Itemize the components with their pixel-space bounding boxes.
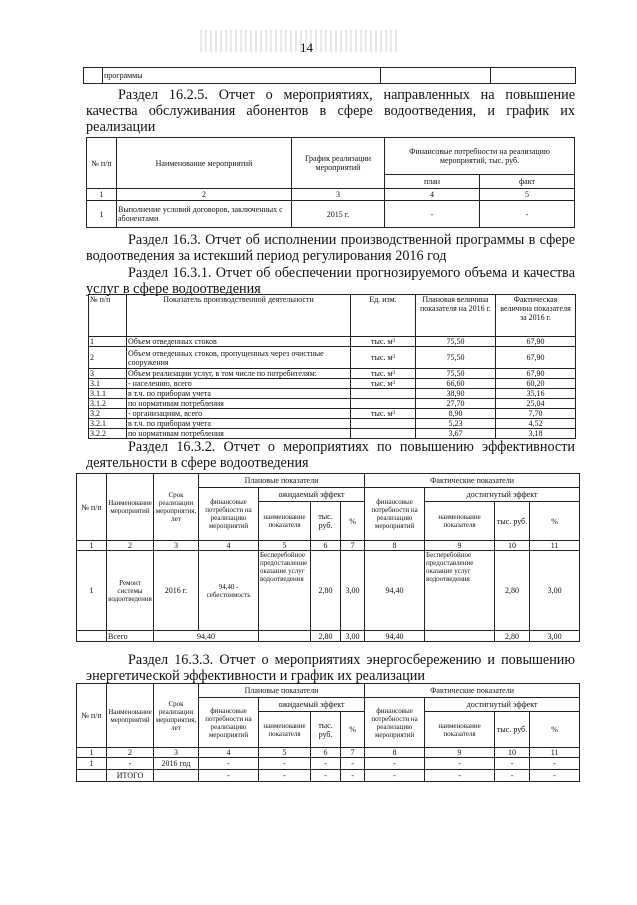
header-plan: план	[385, 175, 480, 189]
cell: 66,60	[416, 379, 496, 389]
header-name: Наименование мероприятий	[117, 138, 292, 189]
col-number: 3	[154, 748, 199, 758]
cell: 3.2	[89, 409, 127, 419]
header-indicator: наименование показателя	[259, 502, 311, 541]
cell: 2016 год	[154, 758, 199, 770]
header-indicator: наименование показателя	[425, 502, 495, 541]
header-fact: Фактические показатели	[365, 474, 580, 488]
cell: 94,40	[365, 631, 425, 642]
section-16-3-1-heading: Раздел 16.3.1. Отчет об обеспечении прогнозируемого объема и качества услуг в сфере водоотведения	[86, 265, 575, 297]
cell	[259, 631, 311, 642]
page-number: 14	[300, 40, 313, 55]
col-number: 8	[365, 748, 425, 758]
col-number: 4	[385, 189, 480, 201]
cell: 2015 г.	[292, 201, 385, 228]
col-number: 3	[154, 541, 199, 551]
table-row	[89, 419, 576, 429]
col-number: 6	[311, 541, 341, 551]
table-row	[77, 551, 580, 631]
col-number: 4	[199, 748, 259, 758]
cell: -	[341, 770, 365, 782]
cell: тыс. м³	[351, 347, 416, 369]
cell: -	[425, 770, 495, 782]
cell: 3.1.1	[89, 389, 127, 399]
cell: 3,00	[530, 551, 580, 631]
cell: 1	[77, 758, 107, 770]
cell: 3.2.1	[89, 419, 127, 429]
col-number: 1	[87, 189, 117, 201]
header-finance: финансовые потребности на реализацию мероприятий	[365, 698, 425, 748]
table-row	[89, 379, 576, 389]
header-no: № п/п	[87, 138, 117, 189]
cell	[491, 68, 576, 84]
cell	[381, 68, 491, 84]
cell: Объем реализации услуг, в том числе по потребителям:	[127, 369, 351, 379]
cell: 60,20	[496, 379, 576, 389]
production-table-16-3-1	[88, 294, 576, 439]
header-rub: тыс. руб.	[495, 712, 530, 748]
cell: в т.ч. по приборам учета	[127, 419, 351, 429]
table-row	[89, 389, 576, 399]
cell: 3,00	[530, 631, 580, 642]
table-row	[89, 409, 576, 419]
header-finance: финансовые потребности на реализацию мероприятий	[199, 698, 259, 748]
header-achieved-effect: достигнутый эффект	[425, 698, 580, 712]
efficiency-table-16-3-2	[76, 473, 580, 642]
cell: 25,04	[496, 399, 576, 409]
cell: программы	[103, 68, 381, 84]
cell: 3,00	[341, 551, 365, 631]
cell: -	[311, 770, 341, 782]
cell: ИТОГО	[107, 770, 154, 782]
continuation-table	[83, 67, 576, 84]
col-number: 2	[117, 189, 292, 201]
cell: -	[495, 770, 530, 782]
cell: 7,70	[496, 409, 576, 419]
cell: 75,50	[416, 347, 496, 369]
header-pct: %	[530, 502, 580, 541]
header-no: № п/п	[77, 684, 107, 748]
cell: 94,40	[154, 631, 259, 642]
cell: 3,18	[496, 429, 576, 439]
cell: 3,67	[416, 429, 496, 439]
header-indicator: Показатель производственной деятельности	[127, 295, 351, 337]
header-plan: Плановые показатели	[199, 684, 365, 698]
cell	[351, 429, 416, 439]
section-16-3-heading: Раздел 16.3. Отчет об исполнении производственной программы в сфере водоотведения за истекший период регулирования 2016 год	[86, 232, 575, 264]
cell: 94,40 - себестоимость	[199, 551, 259, 631]
cell: 2,80	[495, 631, 530, 642]
cell	[351, 399, 416, 409]
cell	[425, 631, 495, 642]
header-name: Наименование мероприятий	[107, 474, 154, 541]
col-number: 9	[425, 748, 495, 758]
table-row	[89, 347, 576, 369]
cell: 2,80	[311, 551, 341, 631]
section-16-3-3-heading: Раздел 16.3.3. Отчет о мероприятиях энергосбережению и повышению энергетической эффективности и график их реализации	[86, 652, 575, 684]
col-number: 1	[77, 541, 107, 551]
col-number: 11	[530, 541, 580, 551]
table-row	[89, 369, 576, 379]
cell: 94,40	[365, 551, 425, 631]
header-name: Наименование мероприятий	[107, 684, 154, 748]
cell: 75,50	[416, 337, 496, 347]
cell: Бесперебойное предоставление оказание услуг водоотведения	[259, 551, 311, 631]
cell: Выполнение условий договоров, заключенных с абонентами	[117, 201, 292, 228]
cell: -	[259, 758, 311, 770]
col-number: 7	[341, 748, 365, 758]
col-number: 5	[259, 541, 311, 551]
cell: 1	[87, 201, 117, 228]
cell: 67,90	[496, 369, 576, 379]
table-row	[89, 337, 576, 347]
header-no: № п/п	[89, 295, 127, 337]
cell: -	[480, 201, 575, 228]
header-expected-effect: ожидаемый эффект	[259, 488, 365, 502]
total-row	[77, 770, 580, 782]
header-indicator: наименование показателя	[259, 712, 311, 748]
cell: -	[259, 770, 311, 782]
header-no: № п/п	[77, 474, 107, 541]
header-rub: тыс. руб.	[311, 502, 341, 541]
header-term: Срок реализации мероприятия, лет	[154, 474, 199, 541]
header-indicator: наименование показателя	[425, 712, 495, 748]
cell: 67,90	[496, 347, 576, 369]
cell: 2016 г.	[154, 551, 199, 631]
cell: - организациям, всего	[127, 409, 351, 419]
header-finance: финансовые потребности на реализацию мероприятий	[199, 488, 259, 541]
header-fact: факт	[480, 175, 575, 189]
header-pct: %	[341, 502, 365, 541]
cell: тыс. м³	[351, 369, 416, 379]
table-row	[89, 399, 576, 409]
cell: -	[495, 758, 530, 770]
cell: 3,00	[341, 631, 365, 642]
header-term: Срок реализации мероприятия, лет	[154, 684, 199, 748]
cell	[351, 419, 416, 429]
col-number: 1	[77, 748, 107, 758]
header-finance: финансовые потребности на реализацию мероприятий	[365, 488, 425, 541]
cell	[77, 770, 107, 782]
cell: -	[311, 758, 341, 770]
cell: 8,90	[416, 409, 496, 419]
cell: -	[385, 201, 480, 228]
header-fact: Фактические показатели	[365, 684, 580, 698]
col-number: 5	[480, 189, 575, 201]
cell: 3.1	[89, 379, 127, 389]
header-actual: Фактическая величина показателя за 2016 г.	[496, 295, 576, 337]
cell: Всего	[107, 631, 154, 642]
col-number: 8	[365, 541, 425, 551]
cell: -	[365, 770, 425, 782]
cell: Ремонт системы водоотведения	[107, 551, 154, 631]
cell: 5,23	[416, 419, 496, 429]
col-number: 9	[425, 541, 495, 551]
energy-table-16-3-3	[76, 683, 580, 782]
section-16-3-2-heading: Раздел 16.3.2. Отчет о мероприятиях по повышению эффективности деятельности в сфере водоотведения	[86, 439, 575, 471]
cell: 35,16	[496, 389, 576, 399]
cell: 3.2.2	[89, 429, 127, 439]
col-number: 2	[107, 541, 154, 551]
header-schedule: График реализации мероприятий	[292, 138, 385, 189]
col-number: 4	[199, 541, 259, 551]
cell: 2,80	[495, 551, 530, 631]
measures-table-16-2-5	[86, 137, 575, 228]
header-finance: Финансовые потребности на реализацию мероприятий, тыс. руб.	[385, 138, 575, 175]
cell: -	[425, 758, 495, 770]
cell: 1	[89, 337, 127, 347]
header-plan: Плановые показатели	[199, 474, 365, 488]
cell: -	[107, 758, 154, 770]
header-planned: Плановая величина показателя на 2016 г.	[416, 295, 496, 337]
header-unit: Ед. изм.	[351, 295, 416, 337]
header-achieved-effect: достигнутый эффект	[425, 488, 580, 502]
cell: -	[530, 758, 580, 770]
cell: по нормативам потребления	[127, 399, 351, 409]
cell: - населению, всего	[127, 379, 351, 389]
section-16-2-5-heading: Раздел 16.2.5. Отчет о мероприятиях, направленных на повышение качества обслуживания абонентов в сфере водоотведения, и график их реализации	[86, 87, 575, 135]
header-pct: %	[530, 712, 580, 748]
col-number: 10	[495, 541, 530, 551]
cell: -	[365, 758, 425, 770]
total-row	[77, 631, 580, 642]
cell: 38,90	[416, 389, 496, 399]
cell	[154, 770, 199, 782]
cell: Объем отведенных стоков	[127, 337, 351, 347]
cell: 2,80	[311, 631, 341, 642]
cell	[84, 68, 103, 84]
header-expected-effect: ожидаемый эффект	[259, 698, 365, 712]
col-number: 3	[292, 189, 385, 201]
cell: по нормативам потребления	[127, 429, 351, 439]
cell: 3	[89, 369, 127, 379]
col-number: 5	[259, 748, 311, 758]
cell: 3.1.2	[89, 399, 127, 409]
header-rub: тыс. руб.	[495, 502, 530, 541]
cell: 27,70	[416, 399, 496, 409]
cell: 2	[89, 347, 127, 369]
col-number: 10	[495, 748, 530, 758]
cell: -	[199, 770, 259, 782]
cell: 75,50	[416, 369, 496, 379]
col-number: 2	[107, 748, 154, 758]
table-row	[89, 429, 576, 439]
cell: -	[530, 770, 580, 782]
header-rub: тыс. руб.	[311, 712, 341, 748]
cell: в т.ч. по приборам учета	[127, 389, 351, 399]
cell: тыс. м³	[351, 337, 416, 347]
cell: Бесперебойное предоставление оказание услуг водоотведения	[425, 551, 495, 631]
cell: 67,90	[496, 337, 576, 347]
cell: тыс. м³	[351, 409, 416, 419]
header-pct: %	[341, 712, 365, 748]
table-row	[77, 758, 580, 770]
cell: тыс. м³	[351, 379, 416, 389]
col-number: 6	[311, 748, 341, 758]
cell	[77, 631, 107, 642]
cell: -	[199, 758, 259, 770]
cell: -	[341, 758, 365, 770]
cell	[351, 389, 416, 399]
col-number: 11	[530, 748, 580, 758]
cell: 1	[77, 551, 107, 631]
col-number: 7	[341, 541, 365, 551]
cell: Объем отведенных стоков, пропущенных через очистные сооружения	[127, 347, 351, 369]
cell: 4,52	[496, 419, 576, 429]
